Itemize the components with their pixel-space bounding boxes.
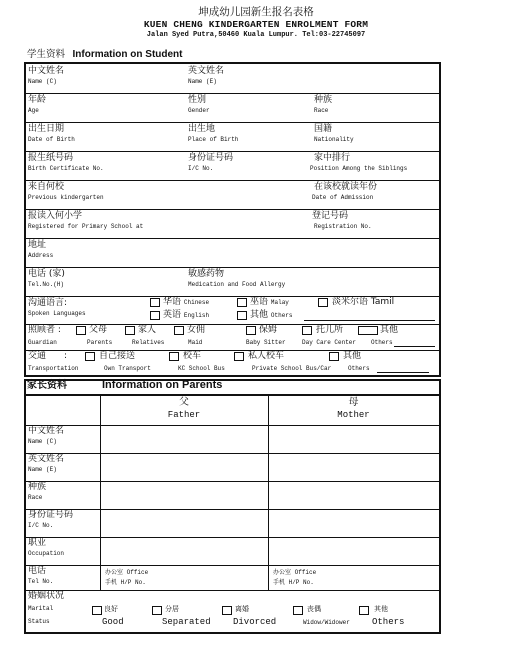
option-divorced-cn: 离婚 [235, 606, 249, 614]
field-previous-kindergarten[interactable]: 来自何校 Previous kindergarten [28, 182, 104, 201]
option-transport-others-en: Others [348, 365, 370, 372]
field-age[interactable]: 年龄 Age [28, 95, 47, 114]
option-private-bus-cn: 私人校车 [248, 351, 285, 361]
checkbox-private-bus[interactable] [234, 352, 244, 361]
transport-label-cn: 交通 [28, 351, 47, 361]
option-relatives-en: Relatives [132, 339, 165, 346]
mother-phone-labels: 办公室 Office 手机 H/P No. [273, 569, 317, 586]
row-tel-allergy [26, 267, 439, 297]
field-gender[interactable]: 性别 Gender [188, 95, 210, 114]
checkbox-relatives[interactable] [125, 326, 135, 335]
option-separated-en: Separated [162, 617, 211, 627]
checkbox-school-bus[interactable] [169, 352, 179, 361]
parents-info-table [24, 379, 441, 634]
checkbox-transport-others[interactable] [329, 352, 339, 361]
option-good-cn: 良好 [104, 606, 118, 614]
languages-label: 沟通语言: Spoken Languages [28, 298, 86, 317]
field-race[interactable]: 种族 Race [314, 95, 333, 114]
student-info-table [24, 62, 441, 377]
field-allergy[interactable]: 敏感药物 Medication and Food Allergy [188, 269, 286, 288]
option-tamil: 淡米尔语 Tamil [332, 297, 395, 307]
parents-column-headers [26, 396, 439, 426]
option-relatives-cn: 家人 [138, 325, 157, 335]
student-heading-cn: 学生资料 [27, 49, 66, 60]
field-dob[interactable]: 出生日期 Date of Birth [28, 124, 75, 143]
father-phone-labels: 办公室 Office 手机 H/P No. [105, 569, 149, 586]
option-widowed-cn: 丧偶 [307, 606, 321, 614]
field-registration-no[interactable]: 登记号码 Registration No. [312, 211, 372, 230]
form-header [0, 6, 512, 41]
marital-label-en2: Status [28, 618, 50, 625]
language-others-line[interactable] [304, 320, 435, 321]
option-baby-sitter-cn: 保姆 [259, 325, 278, 335]
row-primary-school [26, 209, 439, 239]
field-ic-no[interactable]: 身份证号码 I/C No. [188, 153, 234, 172]
guardian-others-line[interactable] [394, 346, 435, 347]
parent-row-name-cn[interactable]: 中文姓名 Name (C) [26, 425, 439, 454]
transport-label-en: Transportation [28, 365, 79, 372]
field-admission-date[interactable]: 在该校就读年份 Date of Admission [312, 182, 378, 201]
transport-others-line[interactable] [377, 372, 429, 373]
parents-heading-en: Information on Parents [102, 379, 223, 391]
option-own-transport-cn: 自己接送 [99, 351, 136, 361]
row-address [26, 238, 439, 268]
checkbox-guardian-others[interactable] [358, 326, 378, 335]
row-birth [26, 122, 439, 152]
row-languages [26, 296, 439, 325]
transport-colon: : [64, 351, 68, 361]
checkbox-maid[interactable] [174, 326, 184, 335]
row-previous-school [26, 180, 439, 210]
parent-row-occupation[interactable]: 职业 Occupation [26, 537, 439, 566]
checkbox-malay[interactable] [237, 298, 247, 307]
option-school-bus-cn: 校车 [183, 351, 202, 361]
checkbox-good[interactable] [92, 606, 102, 615]
option-parents-en: Parents [87, 339, 113, 346]
option-maid-en: Maid [188, 339, 203, 346]
option-day-care-en: Day Care Center [302, 339, 357, 346]
option-separated-cn: 分居 [165, 606, 179, 614]
parent-row-race[interactable]: 种族 Race [26, 481, 439, 510]
option-marital-others-en: Others [372, 617, 405, 627]
marital-label-cn: 婚姻状况 [28, 591, 65, 601]
checkbox-divorced[interactable] [222, 606, 232, 615]
option-transport-others-cn: 其他 [343, 351, 362, 361]
checkbox-own-transport[interactable] [85, 352, 95, 361]
checkbox-baby-sitter[interactable] [246, 326, 256, 335]
option-english: 英语 English [163, 310, 210, 320]
parents-heading-cn: 家长资料 [27, 380, 67, 391]
school-address: Jalan Syed Putra,50460 Kuala Lumpur. Tel:03-22745097 [146, 31, 366, 39]
row-name [26, 64, 439, 94]
checkbox-parents[interactable] [76, 326, 86, 335]
option-school-bus-en: KC School Bus [178, 365, 225, 372]
field-sibling-position[interactable]: 家中排行 Position Among the Siblings [310, 153, 408, 172]
option-own-transport-en: Own Transport [104, 365, 151, 372]
student-section-heading [27, 49, 183, 60]
option-good-en: Good [102, 617, 124, 627]
parent-row-tel[interactable]: 电话 Tel No. 办公室 Office 手机 H/P No. 办公室 Office 手机 H/P No. [26, 565, 439, 591]
option-private-bus-en: Private School Bus/Car [252, 365, 332, 372]
field-nationality[interactable]: 国籍 Nationality [314, 124, 354, 143]
field-birth-cert[interactable]: 报生纸号码 Birth Certificate No. [28, 153, 104, 172]
checkbox-english[interactable] [150, 311, 160, 320]
option-divorced-en: Divorced [233, 617, 277, 627]
row-marital-status [26, 590, 439, 632]
option-baby-sitter-en: Baby Sitter [246, 339, 286, 346]
mother-header: 母 Mother [337, 397, 370, 420]
row-transport [26, 350, 439, 375]
checkbox-marital-others[interactable] [359, 606, 369, 615]
checkbox-separated[interactable] [152, 606, 162, 615]
form-title-en: KUEN CHENG KINDERGARTEN ENROLMENT FORM [143, 19, 369, 30]
option-maid-cn: 女佣 [187, 325, 206, 335]
checkbox-widowed[interactable] [293, 606, 303, 615]
row-cert [26, 151, 439, 181]
option-widowed-en: Widow/Widower [303, 619, 350, 626]
student-heading-en: Information on Student [72, 49, 183, 60]
option-guardian-others-cn: 其他 [380, 325, 399, 335]
option-mandarin: 华语 Chinese [163, 297, 210, 307]
option-day-care-cn: 托儿所 [316, 325, 344, 335]
row-age-gender-race [26, 93, 439, 123]
field-birthplace[interactable]: 出生地 Place of Birth [188, 124, 239, 143]
field-tel-home[interactable]: 电话 (家) Tel.No.(H) [28, 269, 65, 288]
marital-label-en1: Marital [28, 605, 54, 612]
field-primary-school[interactable]: 报读入何小学 Registered for Primary School at [28, 211, 144, 230]
checkbox-language-others[interactable] [237, 311, 247, 320]
option-marital-others-cn: 其他 [374, 606, 388, 614]
field-name-cn[interactable]: 中文姓名 Name (C) [28, 66, 65, 85]
field-name-en[interactable]: 英文姓名 Name (E) [188, 66, 225, 85]
checkbox-tamil[interactable] [318, 298, 328, 307]
option-parents-cn: 父母 [89, 325, 108, 335]
father-header: 父 Father [167, 397, 201, 420]
form-title-cn: 坤成幼儿园新生报名表格 [198, 6, 314, 18]
checkbox-day-care[interactable] [302, 326, 312, 335]
guardian-label-cn: 照顾者 : [28, 325, 61, 335]
parent-row-name-en[interactable]: 英文姓名 Name (E) [26, 453, 439, 482]
option-guardian-others-en: Others [371, 339, 393, 346]
option-language-others: 其他 Others [250, 310, 293, 320]
checkbox-mandarin[interactable] [150, 298, 160, 307]
parent-row-ic[interactable]: 身份证号码 I/C No. [26, 509, 439, 538]
field-address[interactable]: 地址 Address [28, 240, 54, 259]
option-malay: 巫语 Malay [250, 297, 289, 307]
row-guardian [26, 324, 439, 351]
guardian-label-en: Guardian [28, 339, 57, 346]
